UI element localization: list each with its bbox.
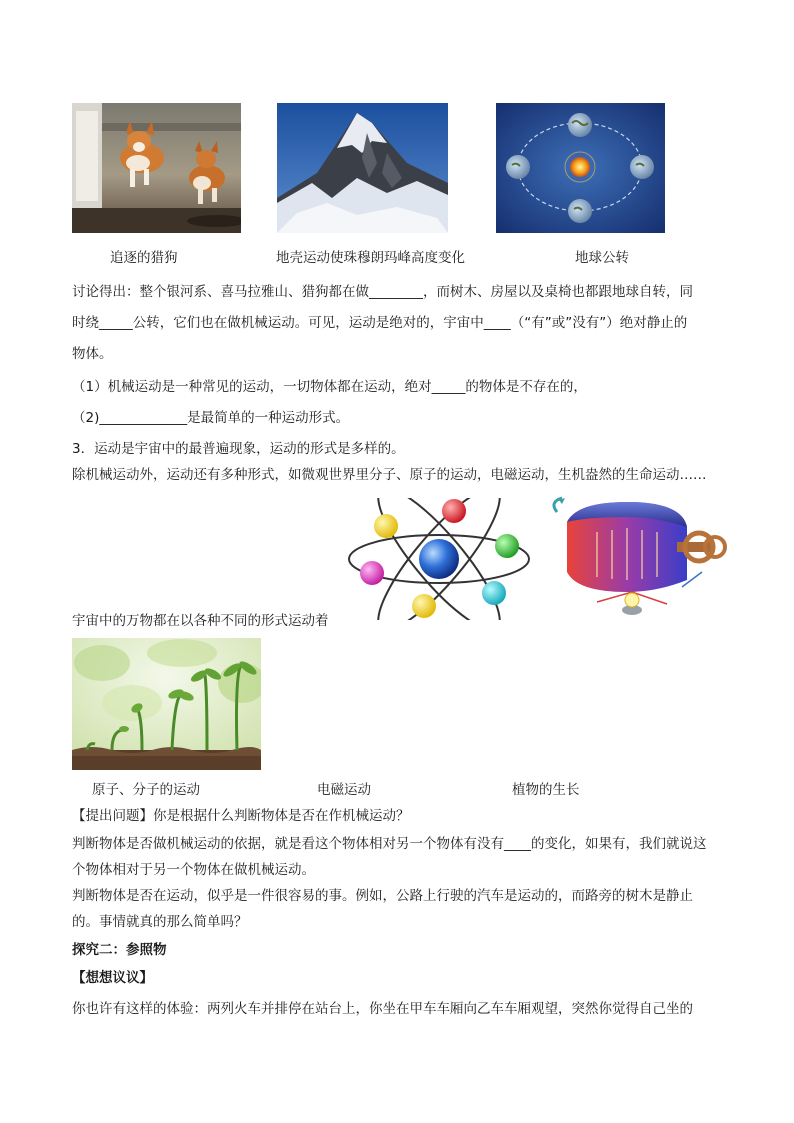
explore-2-line-1: 你也许有这样的体验：两列火车并排停在站台上，你坐在甲车车厢向乙车车厢观望，突然你觉得自己坐的 — [72, 1001, 693, 1017]
think-discuss-label: 【想想议议】 — [72, 970, 153, 986]
universe-motion-text: 宇宙中的万物都在以各种不同的形式运动着 — [72, 613, 329, 629]
explore-2-heading: 探究二：参照物 — [72, 942, 167, 958]
discuss-line-2: 时绕_____公转，它们也在做机械运动。可见，运动是绝对的，宇宙中____（“有”或”没有”）绝对静止的 — [72, 315, 688, 331]
caption-electromagnetic: 电磁运动 — [317, 782, 371, 798]
discuss-line-3: 物体。 — [72, 346, 113, 362]
plant-growth-photo — [72, 638, 261, 770]
question-title: 【提出问题】你是根据什么判断物体是否在作机械运动？ — [72, 808, 410, 824]
question-line-2: 个物体相对于另一个物体在做机械运动。 — [72, 862, 315, 878]
question-line-3: 判断物体是否在运动，似乎是一件很容易的事。例如，公路上行驶的汽车是运动的，而路旁的树木是静止 — [72, 888, 693, 904]
question-line-1: 判断物体是否做机械运动的依据，就是看这个物体相对另一个物体有没有____的变化，如果有，我们就说这 — [72, 836, 707, 852]
point-2: （2)_____________是最简单的一种运动形式。 — [72, 410, 350, 426]
discuss-line-1: 讨论得出：整个银河系、喜马拉雅山、猎狗都在做________，而树木、房屋以及桌椅也都跟地球自转，同 — [72, 284, 693, 300]
caption-earth-orbit: 地球公转 — [575, 250, 629, 266]
section-3-description: 除机械运动外，运动还有多种形式，如微观世界里分子、原子的运动，电磁运动，生机盎然的生命运动…… — [72, 467, 707, 483]
atom-model-image — [344, 498, 534, 620]
motor-image — [537, 492, 727, 624]
question-line-4: 的。事情就真的那么简单吗？ — [72, 914, 248, 930]
caption-dogs: 追逐的猎狗 — [110, 250, 178, 266]
caption-atom-molecule: 原子、分子的运动 — [92, 782, 200, 798]
mountain-photo — [277, 103, 448, 233]
dogs-photo — [72, 103, 241, 233]
earth-orbit-diagram — [496, 103, 665, 233]
caption-mountain: 地壳运动使珠穆朗玛峰高度变化 — [276, 250, 465, 266]
point-1: （1）机械运动是一种常见的运动，一切物体都在运动，绝对_____的物体是不存在的， — [72, 379, 587, 395]
caption-plant-growth: 植物的生长 — [512, 782, 580, 798]
section-3-heading: 3．运动是宇宙中的最普遍现象，运动的形式是多样的。 — [72, 441, 405, 457]
